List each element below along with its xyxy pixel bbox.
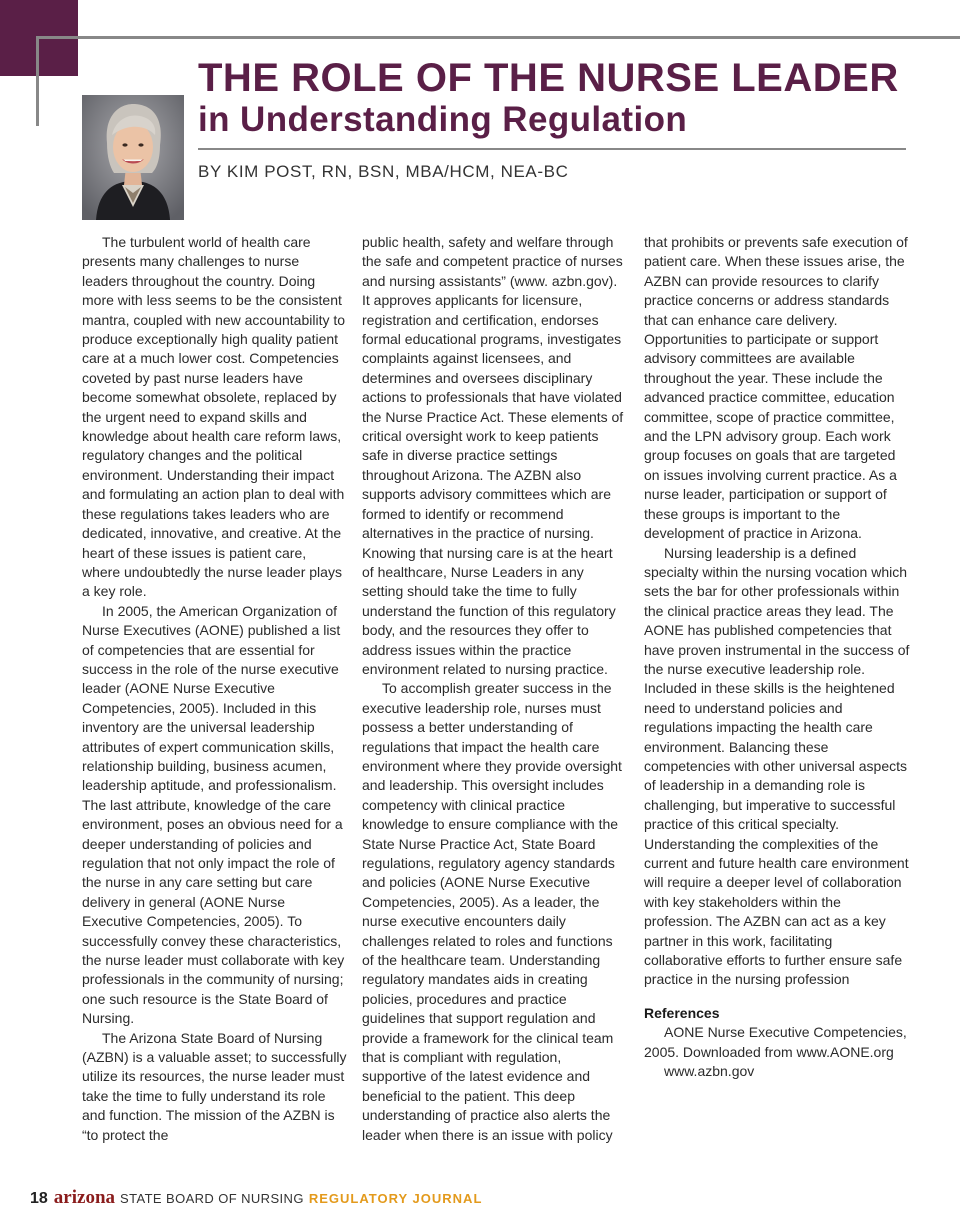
text-column-1 [82, 233, 348, 1145]
text-column-2 [362, 233, 628, 1145]
paragraph: The Arizona State Board of Nursing (AZBN) is a valuable asset; to successfully utilize its resources, the nurse leader must take the time to fully understand its role and function. The mission of the AZBN is “to protect the [82, 1029, 347, 1143]
page-footer [30, 1187, 482, 1209]
paragraph: To accomplish greater success in the executive leadership role, nurses must possess a better understanding of regulations that impact the health care environment where they provide oversight and leadership. This oversight includes competency with clinical practice knowledge to ensure compliance with the State Nurse Practice Act, State Board regulations, regulatory agency standards and policies (AONE Nurse Executive Competencies, 2005). As a leader, the nurse executive encounters daily challenges related to roles and functions of the healthcare team. Understanding regulatory mandates aids in creating policies, procedures and practice guidelines that support regulation and provide a framework for the clinical team that is compliant with regulation, supportive of the latest evidence and beneficial to the patient. This deep understanding of practice also alerts the leader when there is an issue with policy [362, 680, 622, 1143]
paragraph: In 2005, the American Organization of Nurse Executives (AONE) published a list of competencies that are essential for success in the role of the nurse executive leader (AONE Nurse Executive Competencies, 2005). Included in this inventory are the universal leadership attributes of expert communication skills, relationship building, business acumen, leadership aptitude, and professionalism. The last attribute, knowledge of the care environment, poses an obvious need for a deeper understanding of policies and regulation that not only impact the role of the nurse in any care setting but care delivery in general (AONE Nurse Executive Competencies, 2005). To successfully convey these characteristics, the nurse leader must collaborate with key professionals in the community of nursing; one such resource is the State Board of Nursing. [82, 602, 345, 1027]
author-byline: BY KIM POST, RN, BSN, MBA/HCM, NEA-BC [198, 162, 569, 181]
reference-item: AONE Nurse Executive Competencies, 2005. Downloaded from www.AONE.org [644, 1024, 907, 1060]
arizona-wordmark: arizona [53, 1187, 116, 1208]
paragraph: Nursing leadership is a defined specialty within the nursing vocation which sets the bar for other professionals within the clinical practice areas they lead. The AONE has published competencies that have proven instrumental in the success of the nurse executive leadership role. Included in these skills is the heightened need to understand policies and regulations impacting the health care environment. Balancing these competencies with other universal aspects of leadership in a demanding role is challenging, but imperative to successful practice of this critical specialty. Understanding the complexities of the current and future health care environment will require a deeper level of collaboration with key stakeholders within the profession. The AZBN can act as a key partner in this work, facilitating collaborative efforts to further ensure safe practice in the nursing profession [644, 544, 910, 988]
board-name: STATE BOARD OF NURSING [120, 1191, 304, 1206]
reference-item: www.azbn.gov [664, 1063, 755, 1080]
frame-top-rule [36, 36, 960, 39]
title-rule [198, 148, 906, 150]
page-number: 18 [30, 1190, 48, 1207]
article-title-line2: in Understanding Regulation [198, 100, 688, 139]
paragraph: public health, safety and welfare through the safe and competent practice of nurses and nursing assistants” (www. azbn.gov). It approves applicants for licensure, registration and certification, endorses formal educational programs, investigates complaints against licensees, and determines and oversees disciplinary actions to professionals that have violated the Nurse Practice Act. These elements of critical oversight work to keep patients safe in diverse practice settings throughout Arizona. The AZBN also supports advisory committees which are formed to identify or recommend alternatives in the practice of nursing. Knowing that nursing care is at the heart of healthcare, Nurse Leaders in any setting should take the time to fully understand the function of this regulatory body, and the resources they offer to address issues within the practice environment related to nursing practice. [362, 234, 624, 677]
journal-name: REGULATORY JOURNAL [308, 1191, 483, 1206]
references-heading: References [644, 1004, 720, 1021]
author-portrait [82, 95, 184, 220]
frame-left-rule [36, 36, 39, 126]
article-title-line1: THE ROLE OF THE NURSE LEADER [198, 56, 899, 100]
paragraph: The turbulent world of health care presents many challenges to nurse leaders throughout the country. Doing more with less seems to be the consistent mantra, coupled with new accountability to produce exceptionally high quality patient care at a much lower cost. Competencies coveted by past nurse leaders have become somewhat obsolete, replaced by the urgent need to expand skills and knowledge about health care reform laws, regulatory changes and the political environment. Understanding their impact and formulating an action plan to deal with these regulations takes leaders who are dedicated, innovative, and creative. At the heart of these issues is patient care, where undoubtedly the nurse leader plays a key role. [82, 234, 346, 600]
paragraph: that prohibits or prevents safe execution of patient care. When these issues arise, the AZBN can provide resources to clarify practice concerns or address standards that can enhance care delivery. Opportunities to participate or support advisory committees are available throughout the year. These include the advanced practice committee, education committee, scope of practice committee, and the LPN advisory group. Each work group focuses on goals that are targeted on issues involving current practice. As a nurse leader, participation or support of these groups is important to the development of practice in Arizona. [644, 234, 908, 542]
text-column-3 [644, 233, 910, 1081]
